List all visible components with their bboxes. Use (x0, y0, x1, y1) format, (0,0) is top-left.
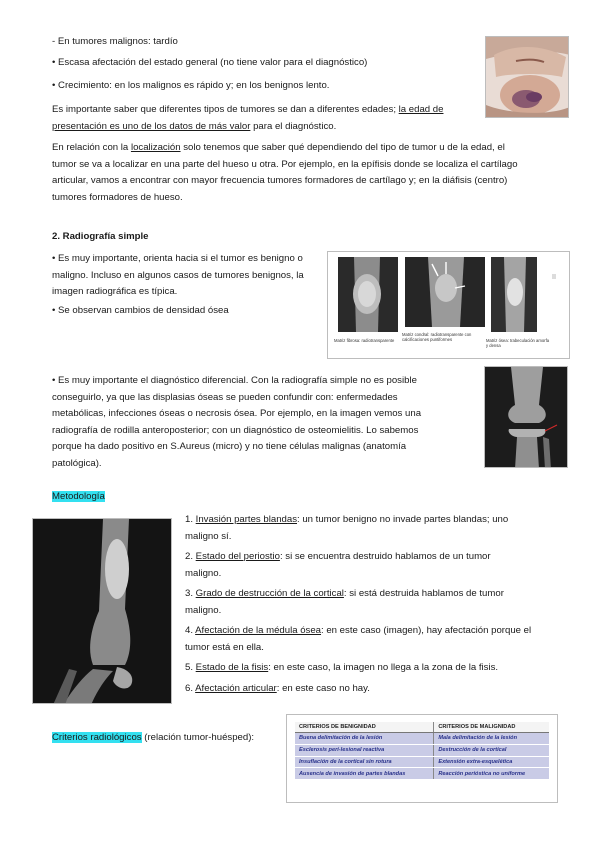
list-item (185, 660, 531, 677)
item-number: 3. (185, 588, 196, 599)
leg-xray-image (32, 518, 172, 704)
bullet-estado-general: • Escasa afectación del estado general (no tiene valor para el diagnóstico) (52, 57, 368, 68)
table-cell: Destrucción de la cortical (434, 744, 549, 756)
caption-line: Matriz ósea: trabeculación amorfa (486, 338, 550, 343)
table-cell: Insuflación de la cortical sin rotura (295, 756, 434, 768)
list-item (185, 623, 531, 656)
text-span: tumores formadores de hueso. (52, 191, 183, 203)
item-text: : en este caso no hay. (276, 682, 370, 694)
highlighted-text: Criterios radiológicos (52, 732, 142, 743)
item-key: Estado de la fisis (195, 662, 269, 673)
table-row (295, 768, 549, 780)
text-span: • Es muy importante, orienta hacia si el tumor es benigno o (52, 253, 303, 264)
item-number: 1. (185, 514, 196, 525)
item-text: : en este caso, la imagen no llega a la zona de la fisis. (268, 662, 499, 673)
caption-line: calcificaciones puntiformes (402, 337, 453, 342)
table-header-row (295, 722, 549, 733)
section-heading: 2. Radiografía simple (52, 231, 149, 242)
text-span: imagen radiográfica es típica. (52, 286, 178, 297)
item-text: : un tumor benigno no invade partes blandas; uno (297, 514, 509, 525)
text-span: metabólicas, infecciones óseas o necrosis ósea. Por ejemplo, en la imagen vemos una (52, 408, 422, 419)
text-span-underlined: localización (130, 142, 181, 153)
table-cell: Reacción perióstica no uniforme (434, 768, 549, 780)
text-span: porque ha dado positivo en S.Aureus (micro) y no tiene células malignas (anatomía (52, 441, 407, 452)
item-number: 5. (185, 662, 196, 673)
item-text: maligno sí. (185, 530, 232, 542)
paragraph-localizacion (52, 140, 518, 206)
caption-osea (486, 338, 549, 348)
text-span: radiografía de rodilla anteroposterior; con un diagnóstico de osteomielitis. Lo sabemos (52, 424, 419, 436)
caption-fibrosa: Matriz fibrosa: radiotransparente (334, 338, 395, 343)
bullet-densidad: • Se observan cambios de densidad ósea (52, 305, 229, 316)
table-row (295, 756, 549, 768)
item-key: Afectación de la médula ósea (195, 625, 322, 636)
text-span: Es importante saber que diferentes tipos de tumores se dan a diferentes edades; (52, 104, 399, 115)
table-cell: Buena delimitación de la lesión (295, 733, 434, 745)
list-item (185, 586, 531, 619)
column-header: CRITERIOS DE MALIGNIDAD (434, 722, 549, 733)
table-cell: Mala delimitación de la lesión (434, 733, 549, 745)
item-text: maligno. (185, 567, 222, 579)
patient-chin-photo (485, 36, 569, 118)
table-row (295, 733, 549, 745)
list-item (185, 681, 531, 698)
text-span-underlined: la edad de (398, 104, 444, 115)
text-span: patológica). (52, 457, 102, 469)
item-text: : si se encuentra destruido hablamos de un tumor (279, 551, 491, 562)
text-span: maligno. Incluso en algunos casos de tumores benignos, la (52, 269, 304, 281)
caption-line: y densa (486, 343, 501, 348)
item-key: Invasión partes blandas (195, 514, 298, 525)
item-key: Afectación articular (195, 682, 277, 694)
highlighted-text: Metodología (52, 491, 105, 502)
text-span: • Es muy importante el diagnóstico diferencial. Con la radiografía simple no es posible (52, 375, 417, 386)
table-cell: Esclerosis peri-lesional reactiva (295, 744, 434, 756)
item-key: Estado del periostio (195, 551, 280, 562)
bullet-crecimiento: • Crecimiento: en los malignos es rápido y; en los benignos lento. (52, 80, 330, 91)
text-span: En relación con la (52, 142, 131, 153)
column-header: CRITERIOS DE BENIGNIDAD (295, 722, 434, 733)
criterios-table-image (286, 714, 558, 803)
paragraph-diferencial (52, 373, 421, 472)
text-span: conseguirlo, ya que las displasias óseas se pueden confundir con: enfermedades (52, 391, 398, 403)
metodologia-heading (52, 489, 105, 506)
text-span: tumor se va a localizar en una parte del hueso u otra. Por ejemplo, en la epífisis donde se localiza el cartílago (52, 158, 518, 170)
text-span: articular, vamos a encontrar con mayor frecuencia tumores formadores de cartílago y; en la diáfisis (centro) (52, 175, 508, 186)
patient-chin-photo-graphic (486, 37, 569, 118)
list-item (185, 512, 531, 545)
item-number: 6. (185, 682, 196, 694)
knee-xray-image (484, 366, 568, 468)
table-row (295, 744, 549, 756)
knee-xray-graphic (485, 367, 568, 468)
xray-matrix-panel (327, 251, 570, 359)
caption-condral (402, 332, 471, 342)
text-span: para el diagnóstico. (250, 120, 337, 132)
paragraph-edad (52, 102, 443, 135)
table-cell: Ausencia de invasión de partes blandas (295, 768, 434, 780)
list-item (185, 549, 531, 582)
text-line: - En tumores malignos: tardío (52, 36, 178, 47)
item-number: 2. (185, 551, 196, 562)
text-span: solo tenemos que saber qué dependiendo del tipo de tumor u de la edad, el (180, 142, 505, 153)
item-number: 4. (185, 625, 196, 636)
metodologia-list (185, 512, 531, 697)
criterios-label (52, 730, 254, 747)
item-key: Grado de destrucción de la cortical (195, 588, 344, 599)
item-text: maligno. (185, 604, 222, 616)
text-span: (relación tumor-huésped): (141, 732, 255, 743)
leg-xray-graphic (33, 519, 172, 704)
caption-line: Matriz condral: radiotransparente con (402, 332, 472, 337)
item-text: tumor está en ella. (185, 641, 264, 653)
criterios-table (295, 722, 549, 780)
bullet-orienta (52, 251, 304, 301)
table-cell: Extensión extra-esquelética (434, 756, 549, 768)
item-text: : en este caso (imagen), hay afectación porque el (321, 625, 532, 636)
item-text: : si está destruida hablamos de tumor (343, 588, 504, 599)
text-span-underlined: presentación es uno de los datos de más valor (52, 120, 251, 132)
